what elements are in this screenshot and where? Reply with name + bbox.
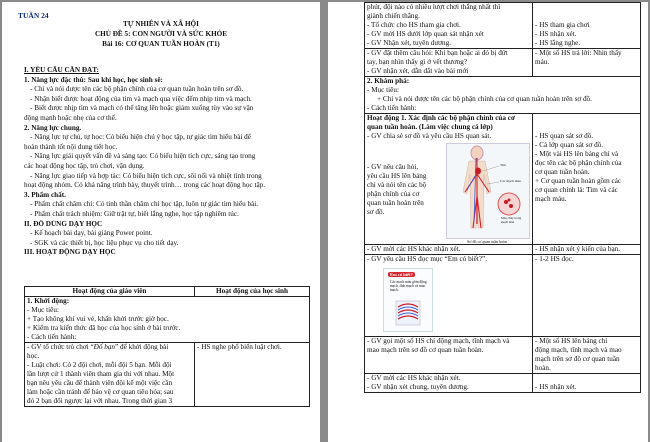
- game-intro-suffix: ” để khởi động bài: [115, 343, 169, 351]
- game-intro-text: - GV tổ chức trò chơi “: [27, 343, 94, 351]
- objective-line: - Nhận biết được hoạt động của tim và mạch qua việc đếm nhịp tim và mạch.: [30, 94, 252, 103]
- objective-line: - Chỉ và nói được tên các bộ phận chính của cơ quan tuần hoàn trên sơ đồ.: [30, 85, 244, 94]
- teacher-activity-text: - GV đặt thêm câu hỏi: Khi bạn hoặc ai đó bị đứt: [367, 49, 508, 57]
- objective-line: - Năng lực giao tiếp và hợp tác: Có biểu hiện tích cực, sôi nổi và nhiệt tình trong: [30, 171, 262, 180]
- teacher-activity-text: mao mạch trên sơ đồ cơ quan tuần hoàn.: [367, 346, 484, 354]
- student-activity-text: - 1-2 HS đọc.: [535, 255, 574, 263]
- student-activity-text: hoàn.: [535, 364, 551, 372]
- student-activity-text: [535, 67, 638, 76]
- student-activity-text: - HS quan sát sơ đồ.: [535, 132, 594, 140]
- objective-line: - Phẩm chất trách nhiệm: Giữ trật tự, biết lắng nghe, học tập nghiêm túc.: [30, 209, 239, 218]
- objective-line: hoạt động nhóm. Có khả năng trình bày, thuyết trình… trong các hoạt động học tập.: [24, 181, 266, 190]
- objective-line: 1. Năng lực đặc thù: Sau khi học, học sinh sẽ:: [24, 75, 163, 84]
- card-text: Các mạch máu gồm động mạch, tĩnh mạch và mao mạch.: [390, 280, 427, 293]
- question-line: phận chính của cơ: [367, 190, 420, 198]
- teacher-activity-text: phút, đội nào có nhiều lượt chơi thắng nhất thì: [367, 3, 501, 11]
- student-activity-text: mạch máu.: [535, 195, 567, 203]
- teacher-activity-text: - GV mời các HS khác nhận xét.: [367, 374, 461, 382]
- student-activity-text: - Một vài HS lên bảng chỉ và: [535, 150, 619, 158]
- teacher-activity-text: - GV yêu cầu HS đọc mục “Em có biết?”.: [367, 255, 488, 263]
- right-page: [328, 2, 648, 442]
- teacher-activity-text: - GV mời các HS khác nhận xét.: [367, 245, 461, 253]
- activity-table-continued: [364, 2, 641, 393]
- warmup-cell: [25, 297, 310, 343]
- did-you-know-card: [383, 268, 433, 332]
- student-activity-text: - HS nhận xét ý kiến của bạn.: [535, 245, 621, 253]
- question-line: sơ đồ.: [367, 208, 385, 216]
- teacher-activity-text: - Tổ chức cho HS tham gia chơi.: [367, 21, 461, 29]
- objective-line: I. YÊU CẦU CẦN ĐẠT:: [24, 66, 99, 74]
- student-column-header: Hoạt động của học sinh: [195, 287, 310, 297]
- student-activity-text: - HS tham gia chơi: [535, 21, 590, 29]
- teacher-activity-text: giành chiến thắng.: [367, 12, 420, 20]
- vessels-label: Các mạch máu: [500, 179, 521, 183]
- question-line: yêu cầu HS lên bảng: [367, 172, 427, 180]
- blood-vessel-icon: [394, 299, 422, 327]
- objective-line: - Biết được nhịp tim và mạch có thể tăng lên hoặc giảm xuống tùy vào sự vận: [30, 104, 254, 113]
- objective-line: - Kế hoạch bài dạy, bài giảng Power point.: [30, 229, 153, 238]
- table-row: [365, 374, 641, 393]
- table-row: [365, 77, 641, 114]
- table-row: [25, 343, 310, 407]
- objective-line: II. ĐỒ DÙNG DẠY HỌC: [24, 219, 103, 228]
- objective-line: - Phẩm chất chăm chỉ: Có tinh thần chăm chỉ học tập, luôn tự giác tìm hiểu bài.: [30, 200, 259, 209]
- student-activity-text: - Một số HS lên bảng chỉ: [535, 337, 608, 345]
- teacher-activity-text: - GV nhận xét chung, tuyên dương.: [367, 383, 469, 391]
- student-activity-text: - HS lắng nghe.: [535, 39, 581, 47]
- explore-line: + Chỉ và nói được tên các bộ phận chính của cơ quan tuần hoàn trên sơ đồ.: [377, 95, 592, 103]
- student-activity-text: [535, 374, 638, 383]
- student-activity-text: - HS nhận xét.: [535, 383, 577, 391]
- rule-line: học.: [27, 352, 40, 360]
- week-label: TUẦN 24: [18, 11, 49, 20]
- heart-label: Tim: [500, 163, 506, 167]
- teacher-activity-cell: [365, 114, 533, 245]
- warmup-line: - Mục tiêu:: [27, 306, 59, 314]
- circulatory-diagram: [444, 141, 530, 244]
- question-line: quan tuần hoàn trên: [367, 199, 424, 207]
- table-row: [365, 245, 641, 255]
- table-row: [25, 297, 310, 343]
- activity-table: [24, 286, 310, 407]
- explore-cell: [365, 77, 641, 114]
- question-line: - GV nêu câu hỏi,: [367, 163, 419, 171]
- objective-line: - Năng lực giải quyết vấn đề và sáng tạo: Có biểu hiện tích cực, sáng tạo trong: [30, 152, 256, 161]
- student-activity-text: - Cả lớp quan sát sơ đồ.: [535, 141, 604, 149]
- activity1-title: Hoạt động 1. Xác định các bộ phận chính của cơ: [367, 114, 515, 122]
- rule-line: đó 2 bạn đổi ngược lại với nhau. Trong thời gian 3: [27, 397, 173, 405]
- rule-line: lần lượt cử 1 thành viên tham gia thi với nhau. Một: [27, 370, 175, 378]
- student-activity-text: cơ quan tuần hoàn.: [535, 168, 590, 176]
- rule-line: - Luật chơi: Có 2 đội chơi, mỗi đội 5 bạn. Mỗi đội: [27, 361, 172, 369]
- table-row: [365, 255, 641, 337]
- objective-line: 2. Năng lực chung.: [24, 123, 82, 132]
- table-row: [365, 3, 641, 49]
- student-activity-text: + Cơ quan tuần hoàn gồm các: [535, 177, 622, 185]
- warmup-line: 1. Khởi động:: [27, 297, 70, 305]
- activity1-subtitle: quan tuần hoàn. (Làm việc chung cả lớp): [367, 123, 493, 131]
- table-row: [365, 337, 641, 374]
- rule-line: bạn nêu yêu cầu để thành viên đội kể một việc cần: [27, 379, 173, 387]
- objective-line: hoàn thành tốt nội dung tiết học.: [24, 142, 118, 151]
- teacher-question: [367, 141, 444, 244]
- teacher-activity-text: - GV nhận xét, dẫn dắt vào bài mới: [367, 67, 469, 75]
- game-name: Đố bạn: [93, 343, 116, 351]
- lesson-objectives: [24, 66, 310, 258]
- teacher-activity-text: - GV gọi một số HS chỉ động mạch, tĩnh mạch và: [367, 337, 510, 345]
- objective-line: III. HOẠT ĐỘNG DẠY HỌC: [24, 248, 116, 257]
- objective-line: - SGK và các thiết bị, học liệu phục vụ cho tiết dạy.: [30, 238, 179, 247]
- student-activity-text: - HS nghe phổ biến luật chơi.: [197, 343, 282, 351]
- subject-title: TỰ NHIÊN VÀ XÃ HỘI: [123, 20, 199, 28]
- student-activity-text: [535, 12, 638, 21]
- student-activity-text: đọc tên các bộ phận chính của: [535, 159, 622, 167]
- student-activity-text: - HS nhận xét.: [535, 30, 577, 38]
- student-activity-cell: [533, 114, 641, 245]
- rule-line: làm hoặc cần tránh để bảo vệ cơ quan tiêu hóa; sau: [27, 388, 174, 396]
- objective-line: 3. Phẩm chất.: [24, 190, 66, 199]
- explore-line: - Mục tiêu:: [367, 86, 399, 94]
- warmup-line: + Tạo không khí vui vẻ, khấn khởi trước giờ học.: [27, 315, 169, 323]
- teacher-activity-text: - GV Nhận xét, tuyên dương.: [367, 39, 452, 47]
- teacher-column-header: Hoạt động của giáo viên: [25, 287, 195, 297]
- student-activity-text: [535, 3, 638, 12]
- explore-line: - Cách tiến hành:: [367, 104, 417, 112]
- objective-line: động mạnh hoặc nhẹ của cơ thể.: [24, 113, 117, 122]
- student-activity-text: mạch trên sơ đồ cơ quan tuần: [535, 355, 620, 363]
- warmup-line: + Kiểm tra kiến thức đã học của học sinh ở bài trước.: [27, 324, 181, 332]
- teacher-activity-cell: [25, 343, 195, 407]
- student-activity-text: - Một số HS trả lời: Nhìn thấy: [535, 49, 622, 57]
- table-row: [365, 114, 641, 245]
- student-activity-cell: [195, 343, 310, 407]
- lesson-title: Bài 16: CƠ QUAN TUẦN HOÀN (T1): [102, 40, 220, 48]
- student-activity-text: máu.: [535, 58, 550, 66]
- teacher-instruction: - GV chia sẻ sơ đồ và yêu cầu HS quan sát.: [367, 132, 492, 140]
- student-activity-text: cơ quan chính là: Tim và các: [535, 186, 618, 194]
- teacher-activity-text: tay, bạn nhìn thấy gì ở vết thương?: [367, 58, 468, 66]
- explore-line: 2. Khám phá:: [367, 77, 410, 85]
- question-line: chỉ và nói tên các bộ: [367, 181, 427, 189]
- topic-title: CHỦ ĐỀ 5: CON NGƯỜI VÀ SỨC KHỎE: [94, 30, 228, 38]
- warmup-line: - Cách tiến hành:: [27, 333, 77, 341]
- left-page: [2, 2, 320, 442]
- objective-line: - Năng lực tự chủ, tự học: Có biểu hiện chú ý học tập, tự giác tìm hiểu bài để: [30, 133, 251, 142]
- student-activity-text: động mạch, tĩnh mạch và mao: [535, 346, 622, 354]
- table-row: [365, 49, 641, 77]
- objective-line: các hoạt động học tập, trò chơi, vận dụng.: [24, 161, 145, 170]
- card-title: Em có biết?: [390, 272, 413, 277]
- blood-label: Máu chảy trong mạch máu: [501, 216, 522, 224]
- teacher-activity-text: - GV mời HS dưới lớp quan sát nhận xét: [367, 30, 484, 38]
- diagram-caption: Sơ đồ cơ quan tuần hoàn: [467, 239, 507, 244]
